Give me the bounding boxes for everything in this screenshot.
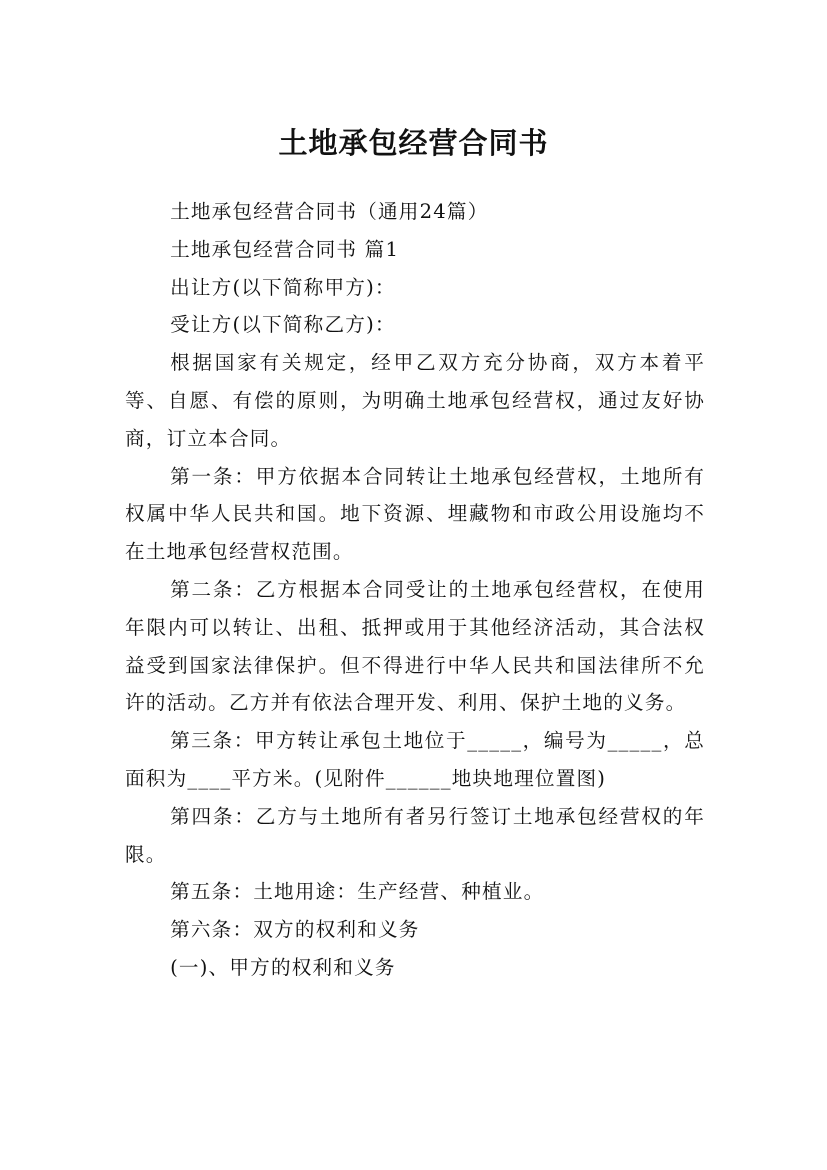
paragraph-clause-3: 第三条：甲方转让承包土地位于_____，编号为_____，总面积为____平方米。(见附件______地块地理位置图) [125, 729, 705, 790]
paragraph-preamble: 根据国家有关规定，经甲乙双方充分协商，双方本着平等、自愿、有偿的原则，为明确土地承包经营权，通过友好协商，订立本合同。 [125, 351, 705, 450]
paragraph-clause-4: 第四条：乙方与土地所有者另行签订土地承包经营权的年限。 [125, 804, 705, 866]
paragraph-party-b: 受让方(以下简称乙方)： [170, 313, 396, 337]
paragraph-heading-article-1: 土地承包经营合同书 篇1 [170, 237, 400, 261]
paragraph-subsection-1: (一)、甲方的权利和义务 [170, 955, 396, 979]
document-title: 土地承包经营合同书 [278, 126, 549, 161]
document-body [125, 193, 705, 987]
paragraph-party-a: 出让方(以下简称甲方)： [170, 275, 396, 299]
paragraph-clause-2: 第二条：乙方根据本合同受让的土地承包经营权，在使用年限内可以转让、出租、抵押或用于其他经济活动，其合法权益受到国家法律保护。但不得进行中华人民共和国法律所不允许的活动。乙方并有依法合理开发、利用、保护土地的义务。 [125, 577, 705, 715]
paragraph-clause-5: 第五条：土地用途：生产经营、种植业。 [170, 880, 545, 904]
paragraph-heading-collection: 土地承包经营合同书（通用24篇） [170, 200, 489, 223]
paragraph-clause-1: 第一条：甲方依据本合同转让土地承包经营权，土地所有权属中华人民共和国。地下资源、埋藏物和市政公用设施均不在土地承包经营权范围。 [125, 464, 705, 564]
paragraph-clause-6: 第六条：双方的权利和义务 [170, 918, 420, 942]
